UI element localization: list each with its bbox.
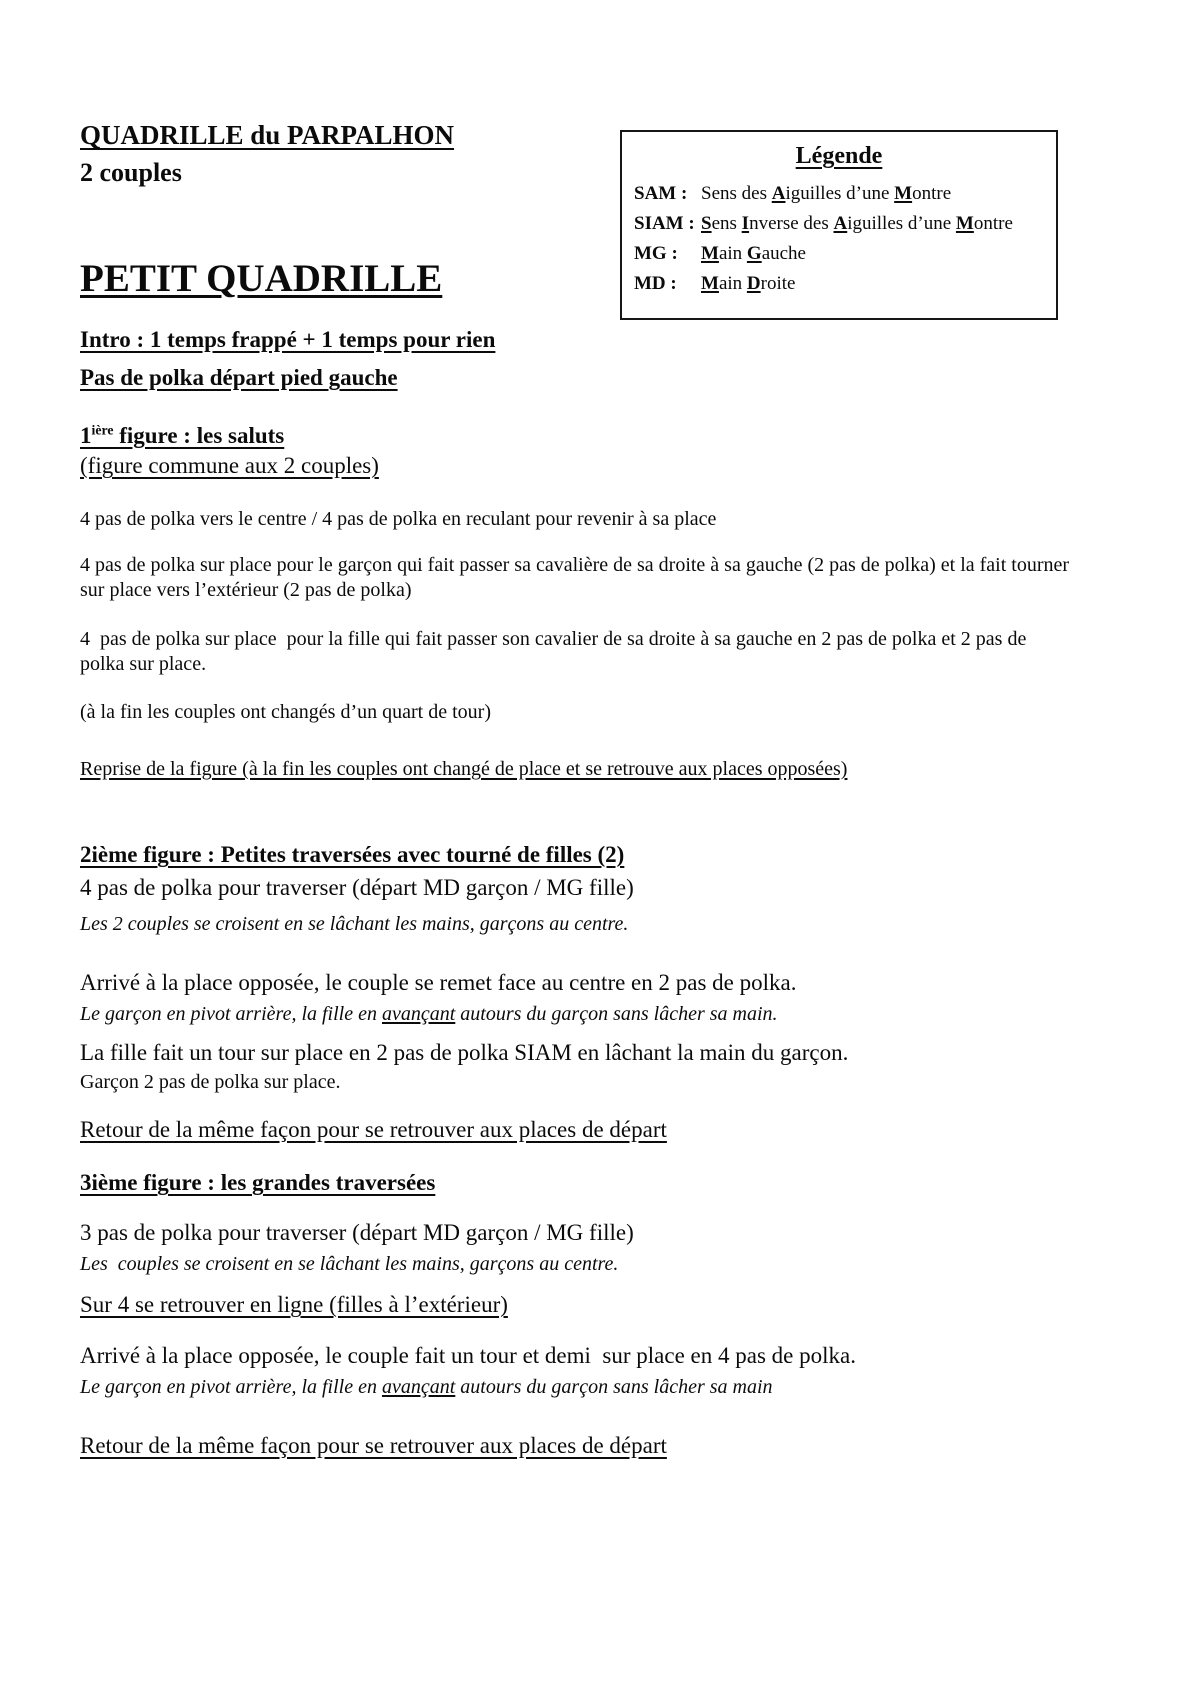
legend-definition-md: Main Droite: [701, 273, 796, 294]
figure3-note-2: Le garçon en pivot arrière, la fille en avançant autours du garçon sans lâcher sa main: [80, 1376, 773, 1398]
legend-abbr-mg: MG :: [634, 243, 678, 264]
figure1-paragraph-1: 4 pas de polka vers le centre / 4 pas de polka en reculant pour revenir à sa place: [80, 508, 717, 530]
page-title-text: QUADRILLE du PARPALHON: [80, 120, 455, 150]
figure2-instruction-2: Arrivé à la place opposée, le couple se remet face au centre en 2 pas de polka.: [80, 970, 797, 995]
figure2-retour-line: [80, 1116, 1072, 1145]
figure3-heading-text: 3ième figure : les grandes traversées: [80, 1170, 436, 1195]
main-heading-text: PETIT QUADRILLE: [80, 257, 443, 300]
legend-definition-mg: Main Gauche: [701, 243, 806, 264]
figure1-paragraph-3: 4 pas de polka sur place pour la fille qui fait passer son cavalier de sa droite à sa gauche en 2 pas de polka et 2 pas de polka sur place.: [80, 628, 1032, 675]
legend-definition-sam: Sens des Aiguilles d’une Montre: [701, 183, 952, 204]
figure3-heading: [80, 1169, 1072, 1198]
legend-row: [634, 179, 1044, 209]
figure2-note-2: Le garçon en pivot arrière, la fille en avançant autours du garçon sans lâcher sa main.: [80, 1003, 778, 1025]
figure3-retour-line: [80, 1432, 1072, 1461]
figure2-instruction-4: Garçon 2 pas de polka sur place.: [80, 1071, 341, 1093]
legend-definition-siam: Sens Inverse des Aiguilles d’une Montre: [701, 213, 1013, 234]
figure2-heading: [80, 841, 1072, 870]
figure3-instruction-2-text: Sur 4 se retrouver en ligne (filles à l’extérieur): [80, 1292, 508, 1317]
intro-line-1-text: Intro : 1 temps frappé + 1 temps pour rien: [80, 327, 496, 352]
figure1-heading: [80, 421, 1072, 450]
main-heading: [80, 255, 1072, 304]
figure1-heading-text: [80, 423, 284, 448]
figure1-heading-rest: figure : les saluts: [113, 422, 285, 448]
legend-title: [634, 143, 1044, 170]
legend-title-text: Légende: [795, 143, 883, 169]
figure3-instruction-3: Arrivé à la place opposée, le couple fait un tour et demi sur place en 4 pas de polka.: [80, 1343, 856, 1368]
intro-line-1: [80, 326, 1072, 355]
figure1-paragraph-2: 4 pas de polka sur place pour le garçon qui fait passer sa cavalière de sa droite à sa gauche (2 pas de polka) et la fait tourner sur place vers l’extérieur (2 pas de polka): [80, 554, 1075, 601]
intro-line-2-text: Pas de polka départ pied gauche: [80, 365, 398, 390]
legend-abbr-sam: SAM :: [634, 183, 688, 204]
figure1-number: 1: [80, 422, 92, 448]
figure3-instruction-1: 3 pas de polka pour traverser (départ MD garçon / MG fille): [80, 1220, 634, 1245]
legend-abbr-md: MD :: [634, 273, 677, 294]
figure2-instruction-3: La fille fait un tour sur place en 2 pas de polka SIAM en lâchant la main du garçon.: [80, 1040, 849, 1065]
intro-line-2: [80, 364, 1072, 393]
legend-row: [634, 209, 1044, 239]
figure1-subheading-text: (figure commune aux 2 couples): [80, 453, 379, 478]
figure1-ordinal: ière: [91, 422, 114, 437]
figure2-instruction-1: 4 pas de polka pour traverser (départ MD garçon / MG fille): [80, 875, 634, 900]
legend-abbr-siam: SIAM :: [634, 213, 695, 234]
figure1-subheading: [80, 452, 1072, 481]
figure2-retour-text: Retour de la même façon pour se retrouver aux places de départ: [80, 1117, 667, 1142]
figure1-reprise-text: Reprise de la figure (à la fin les couples ont changé de place et se retrouve aux places opposées): [80, 758, 848, 780]
figure1-note: (à la fin les couples ont changés d’un quart de tour): [80, 701, 491, 723]
page-subtitle: 2 couples: [80, 158, 182, 187]
figure3-retour-text: Retour de la même façon pour se retrouver aux places de départ: [80, 1433, 667, 1458]
figure2-heading-text: 2ième figure : Petites traversées avec tourné de filles (2): [80, 842, 625, 867]
figure3-note-1: Les couples se croisent en se lâchant les mains, garçons au centre.: [80, 1253, 619, 1275]
figure1-reprise-line: [80, 757, 1072, 782]
figure2-note-1: Les 2 couples se croisent en se lâchant les mains, garçons au centre.: [80, 913, 629, 935]
figure3-instruction-2: [80, 1291, 1072, 1320]
